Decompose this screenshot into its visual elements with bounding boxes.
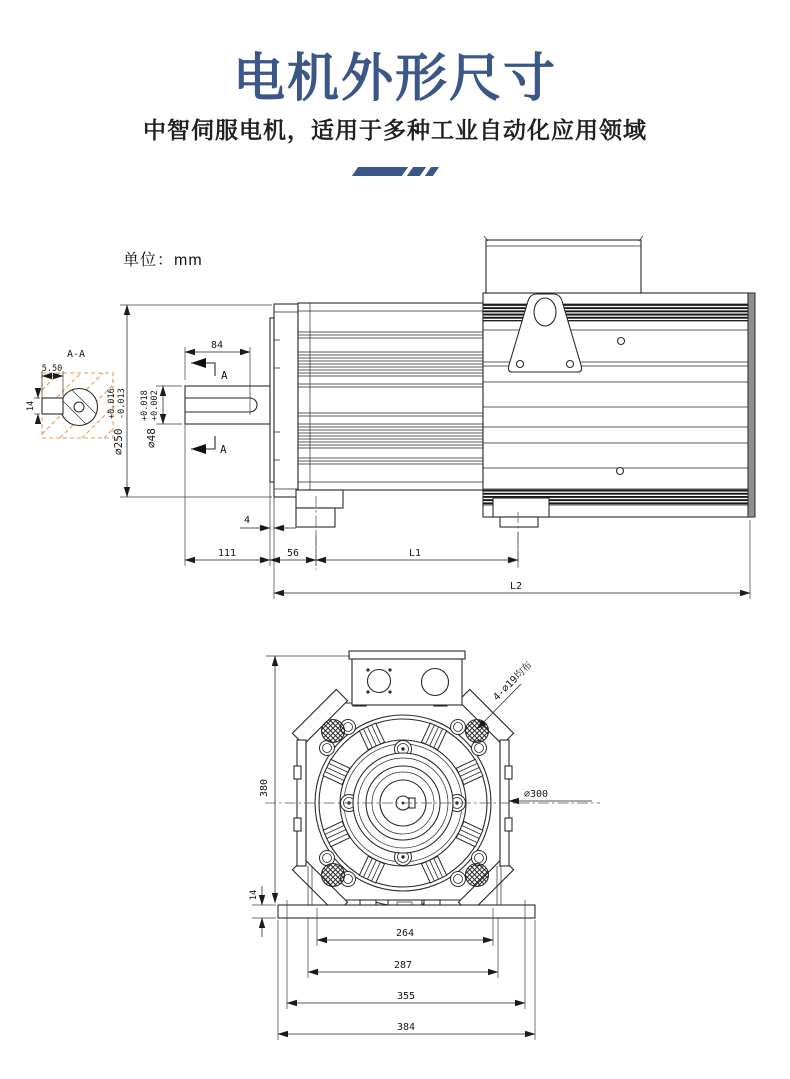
motor-shaft bbox=[185, 386, 270, 424]
dim-111: 111 bbox=[217, 548, 237, 559]
cut-label-bottom: A bbox=[220, 443, 227, 456]
decorative-slashes bbox=[0, 167, 790, 177]
dim-380: 380 bbox=[259, 778, 270, 798]
section-a-a-detail bbox=[26, 349, 113, 438]
dim-spigot: 4 bbox=[243, 515, 251, 526]
shaft-tol-upper: +0.018 bbox=[140, 390, 150, 421]
front-flange bbox=[270, 304, 298, 497]
dim-264: 264 bbox=[395, 928, 415, 939]
base-plate bbox=[278, 905, 535, 918]
flange-dia-label: ⌀250 bbox=[112, 428, 125, 455]
screw-hole bbox=[618, 338, 625, 345]
mounting-feet-side bbox=[296, 490, 549, 570]
section-title: A-A bbox=[66, 349, 86, 360]
page-subtitle: 中智伺服电机，适用于多种工业自动化应用领域 bbox=[143, 117, 647, 143]
dim-56: 56 bbox=[286, 548, 300, 559]
dim-dia300: ⌀300 bbox=[524, 789, 549, 800]
dim-key-height: 14 bbox=[26, 400, 36, 412]
key-section bbox=[42, 398, 63, 414]
shaft-tol-lower: +0.002 bbox=[150, 390, 160, 421]
rear-end-cap bbox=[748, 293, 755, 517]
side-view bbox=[26, 236, 755, 599]
cut-label-top: A bbox=[221, 369, 228, 382]
center-hole bbox=[74, 402, 84, 412]
page-title: 电机外形尺寸 bbox=[232, 50, 557, 108]
dim-key-width: 5.50 bbox=[41, 364, 63, 374]
junction-box-side bbox=[484, 236, 643, 293]
dim-384: 384 bbox=[396, 1022, 416, 1033]
label-mounting-holes: 4-⌀19均布 bbox=[491, 659, 535, 704]
screw-hole bbox=[617, 468, 624, 475]
dim-l2: L2 bbox=[509, 581, 523, 592]
dim-355: 355 bbox=[396, 991, 416, 1002]
gland-hole-small bbox=[368, 670, 391, 693]
junction-box-front bbox=[349, 651, 465, 705]
dim-base-14: 14 bbox=[249, 889, 259, 901]
dim-l1: L1 bbox=[408, 548, 422, 559]
lug-eye-hole bbox=[534, 298, 556, 326]
slash-bar-long bbox=[351, 167, 407, 176]
gland-hole-large bbox=[422, 669, 449, 696]
dim-shaft-dia bbox=[140, 386, 182, 448]
dim-287: 287 bbox=[393, 960, 413, 971]
technical-drawing bbox=[0, 190, 790, 1079]
svg-text:84: 84 bbox=[210, 340, 224, 351]
flange-tol-lower: -0.013 bbox=[117, 388, 127, 419]
shaft-dia-label: ⌀48 bbox=[145, 428, 158, 448]
spigot bbox=[270, 318, 274, 482]
slash-bar-medium bbox=[406, 167, 425, 176]
unit-label: 单位：mm bbox=[123, 252, 203, 269]
flange-tol-upper: +0.016 bbox=[107, 388, 117, 419]
motor-front-body bbox=[298, 303, 483, 490]
slash-bar-small bbox=[424, 167, 438, 176]
front-view bbox=[249, 651, 600, 1040]
